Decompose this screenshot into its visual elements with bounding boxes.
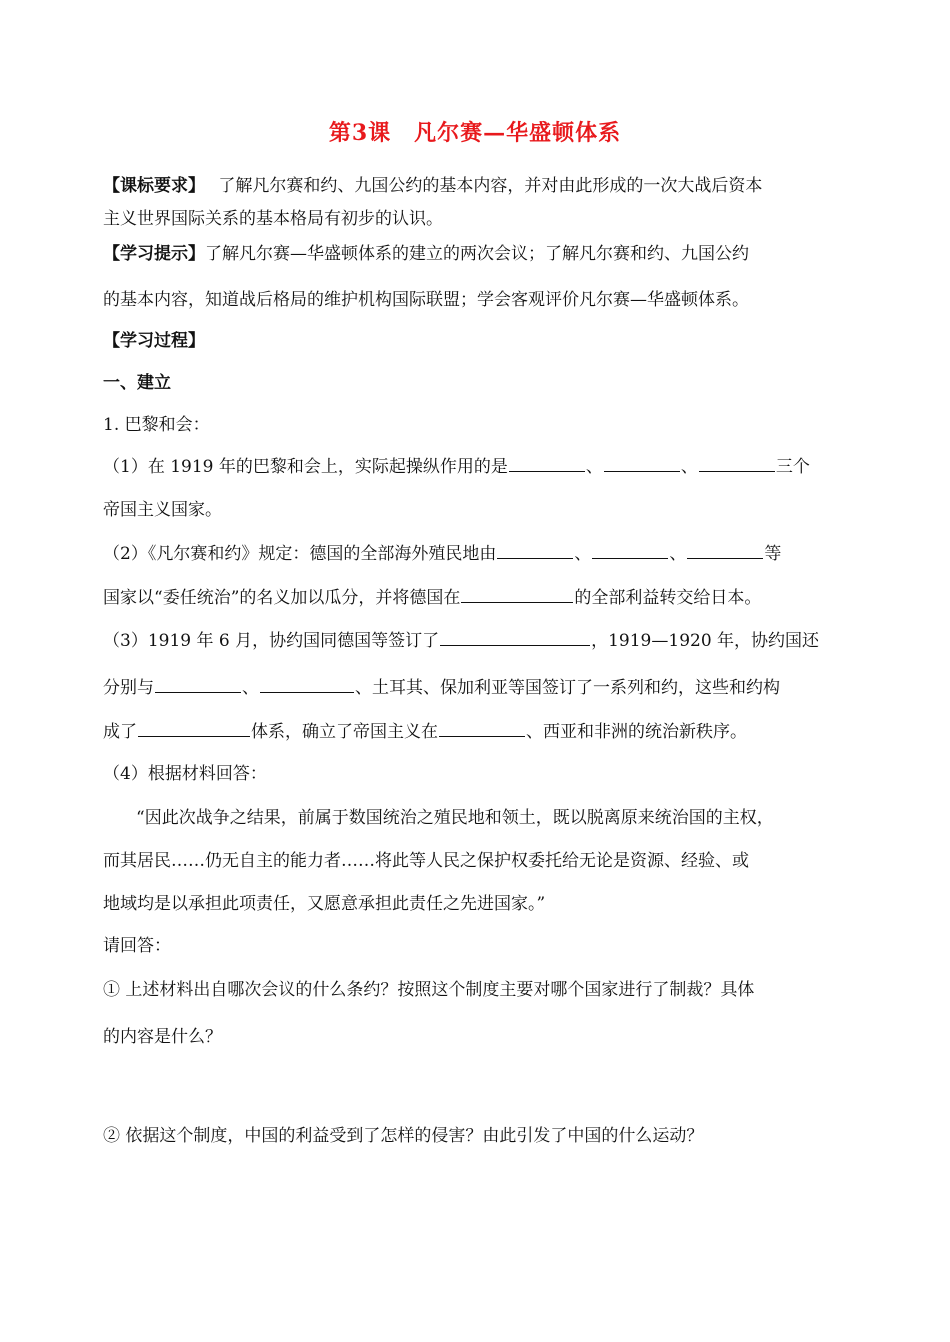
q2-line2-b: 的全部利益转交给日本。 [574, 588, 762, 608]
q3-line3-a: 成了 [103, 722, 137, 742]
kebiao-label: 【课标要求】 [103, 176, 205, 196]
quote-line-2: 而其居民……仍无自主的能力者……将此等人民之保护权委托给无论是资源、经验、或 [103, 851, 749, 871]
tishi-text-2: 的基本内容，知道战后格局的维护机构国际联盟；学会客观评价凡尔赛—华盛顿体系。 [103, 290, 749, 310]
guocheng-label: 【学习过程】 [103, 331, 205, 351]
answer-prompt: 请回答： [103, 936, 171, 956]
q3-text-b: ，1919—1920 年，协约国还 [591, 631, 820, 651]
q1-text-a: （1）在 1919 年的巴黎和会上，实际起操纵作用的是 [103, 457, 508, 477]
tishi-text-1: 了解凡尔赛—华盛顿体系的建立的两次会议；了解凡尔赛和约、九国公约 [205, 244, 749, 264]
sub-question-1-line-2: 的内容是什么？ [103, 1027, 222, 1047]
paris-heading: 1. 巴黎和会： [103, 415, 210, 435]
q3-line-1 [103, 629, 819, 653]
q1-text-b: 三个 [775, 457, 810, 477]
q3-sep: 、 [242, 678, 259, 698]
q2-blank-1[interactable] [497, 542, 573, 559]
q2-line-1 [103, 542, 781, 566]
q1-line-2: 帝国主义国家。 [103, 500, 222, 520]
q1-sep-2: 、 [680, 457, 698, 477]
q2-sep-1: 、 [574, 544, 592, 564]
q1-blank-3[interactable] [699, 455, 775, 472]
q2-blank-2[interactable] [592, 542, 668, 559]
q4-heading: （4）根据材料回答： [103, 764, 267, 784]
q1-line-1 [103, 455, 810, 479]
page-title: 第3课 凡尔赛—华盛顿体系 [328, 120, 622, 146]
q3-blank-3[interactable] [260, 676, 354, 693]
q3-line-3 [103, 720, 747, 744]
q3-blank-2[interactable] [155, 676, 241, 693]
q2-text-b: 等 [764, 544, 782, 564]
q2-blank-4[interactable] [461, 586, 573, 603]
kebiao-line-1 [103, 174, 762, 198]
q2-line-2 [103, 586, 761, 610]
sub-question-2: ② 依据这个制度，中国的利益受到了怎样的侵害？由此引发了中国的什么运动？ [103, 1126, 704, 1146]
q3-line2-b: 、土耳其、保加利亚等国签订了一系列和约，这些和约构 [355, 678, 780, 698]
q2-line2-a: 国家以“委任统治”的名义加以瓜分，并将德国在 [103, 588, 461, 608]
q1-sep-1: 、 [585, 457, 603, 477]
q1-blank-1[interactable] [509, 455, 585, 472]
q3-line3-c: 、西亚和非洲的统治新秩序。 [526, 722, 747, 742]
kebiao-text-1: 了解凡尔赛和约、九国公约的基本内容，并对由此形成的一次大战后资本 [218, 176, 763, 196]
kebiao-text-2: 主义世界国际关系的基本格局有初步的认识。 [103, 209, 443, 229]
q3-line-2 [103, 676, 780, 700]
sub-question-1-line-1: ① 上述材料出自哪次会议的什么条约？按照这个制度主要对哪个国家进行了制裁？具体 [103, 980, 755, 1000]
quote-line-1: “因此次战争之结果，前属于数国统治之殖民地和领土，既以脱离原来统治国的主权， [136, 808, 774, 828]
q3-blank-1[interactable] [440, 629, 590, 646]
q3-blank-4[interactable] [138, 720, 250, 737]
q3-line2-a: 分别与 [103, 678, 154, 698]
quote-line-3: 地域均是以承担此项责任，又愿意承担此责任之先进国家。” [103, 894, 546, 914]
q2-blank-3[interactable] [687, 542, 763, 559]
tishi-label: 【学习提示】 [103, 244, 205, 264]
section-heading: 一、建立 [103, 373, 171, 393]
tishi-line-1 [103, 242, 749, 266]
q2-sep-2: 、 [669, 544, 687, 564]
q3-blank-5[interactable] [439, 720, 525, 737]
q1-blank-2[interactable] [604, 455, 680, 472]
q3-text-a: （3）1919 年 6 月，协约国同德国等签订了 [103, 631, 440, 651]
q3-line3-b: 体系，确立了帝国主义在 [251, 722, 438, 742]
q2-text-a: （2）《凡尔赛和约》规定：德国的全部海外殖民地由 [103, 544, 497, 564]
